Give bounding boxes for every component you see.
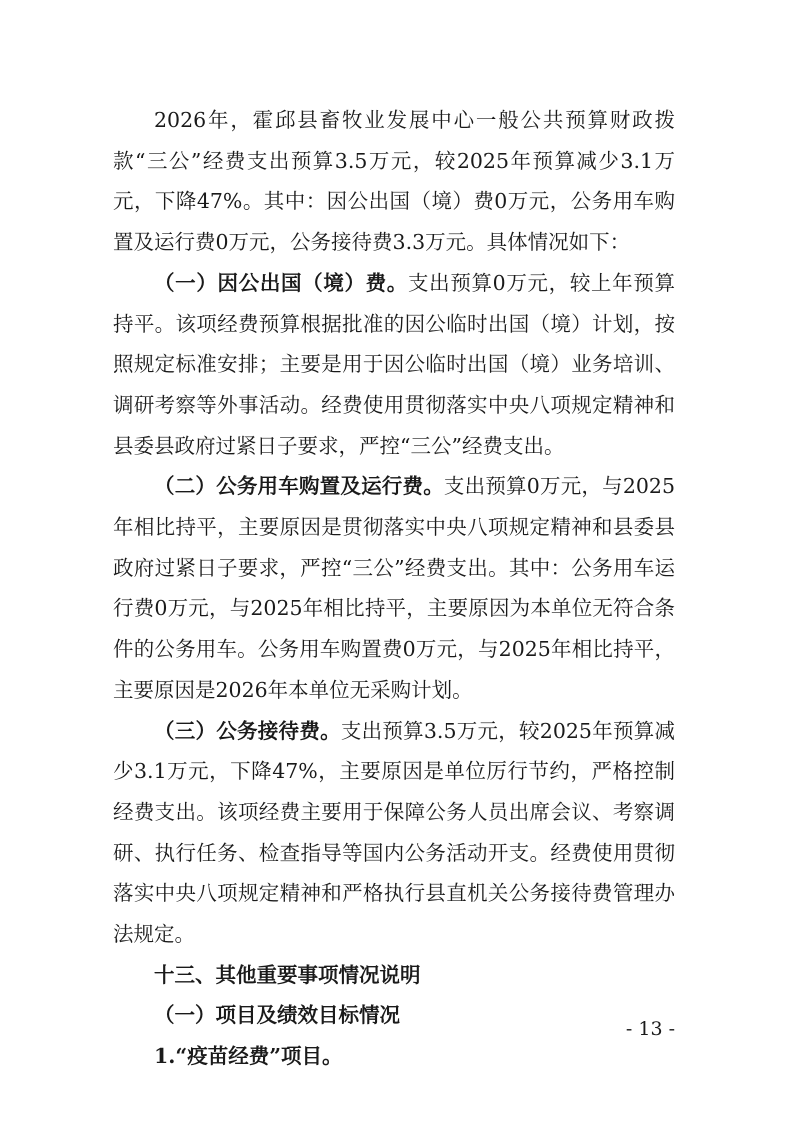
page-number: - 13 - xyxy=(625,1018,675,1040)
text-reception: 支出预算3.5万元，较2025年预算减少3.1万元，下降47%，主要原因是单位厉行节约，严格控制经费支出。该项经费主要用于保障公务人员出席会议、考察调研、执行任务、检查指导等国内公务活动开支。经费使用贯彻落实中央八项规定精神和严格执行县直机关公务接待费管理办法规定。 xyxy=(113,718,675,947)
heading-reception: （三）公务接待费。 xyxy=(154,718,341,743)
heading-vehicle: （二）公务用车购置及运行费。 xyxy=(154,474,444,499)
text-overseas-travel: 支出预算0万元，较上年预算持平。该项经费预算根据批准的因公临时出国（境）计划，按照规定标准安排；主要是用于因公临时出国（境）业务培训、调研考察等外事活动。经费使用贯彻落实中央八项规定精神和县委县政府过紧日子要求，严控“三公”经费支出。 xyxy=(113,270,676,458)
heading-overseas-travel: （一）因公出国（境）费。 xyxy=(154,270,408,295)
section-13-heading: 十三、其他重要事项情况说明 xyxy=(154,962,421,987)
paragraph-vehicle xyxy=(113,466,675,710)
document-body xyxy=(113,100,675,1077)
paragraph-reception xyxy=(113,711,675,955)
paragraph-summary: 2026年，霍邱县畜牧业发展中心一般公共预算财政拨款“三公”经费支出预算3.5万元，较2025年预算减少3.1万元，下降47%。其中：因公出国（境）费0万元，公务用车购置及运行费0万元，公务接待费3.3万元。具体情况如下： xyxy=(113,108,675,255)
subsection-1-heading: （一）项目及绩效目标情况 xyxy=(154,1003,400,1028)
item-1-heading: 1.“疫苗经费”项目。 xyxy=(154,1044,343,1069)
paragraph-overseas-travel xyxy=(113,263,675,467)
text-vehicle: 支出预算0万元，与2025年相比持平，主要原因是贯彻落实中央八项规定精神和县委县政府过紧日子要求，严控“三公”经费支出。其中：公务用车运行费0万元，与2025年相比持平，主要原因为本单位无符合条件的公务用车。公务用车购置费0万元，与2025年相比持平，主要原因是2026年本单位无采购计划。 xyxy=(113,474,676,702)
